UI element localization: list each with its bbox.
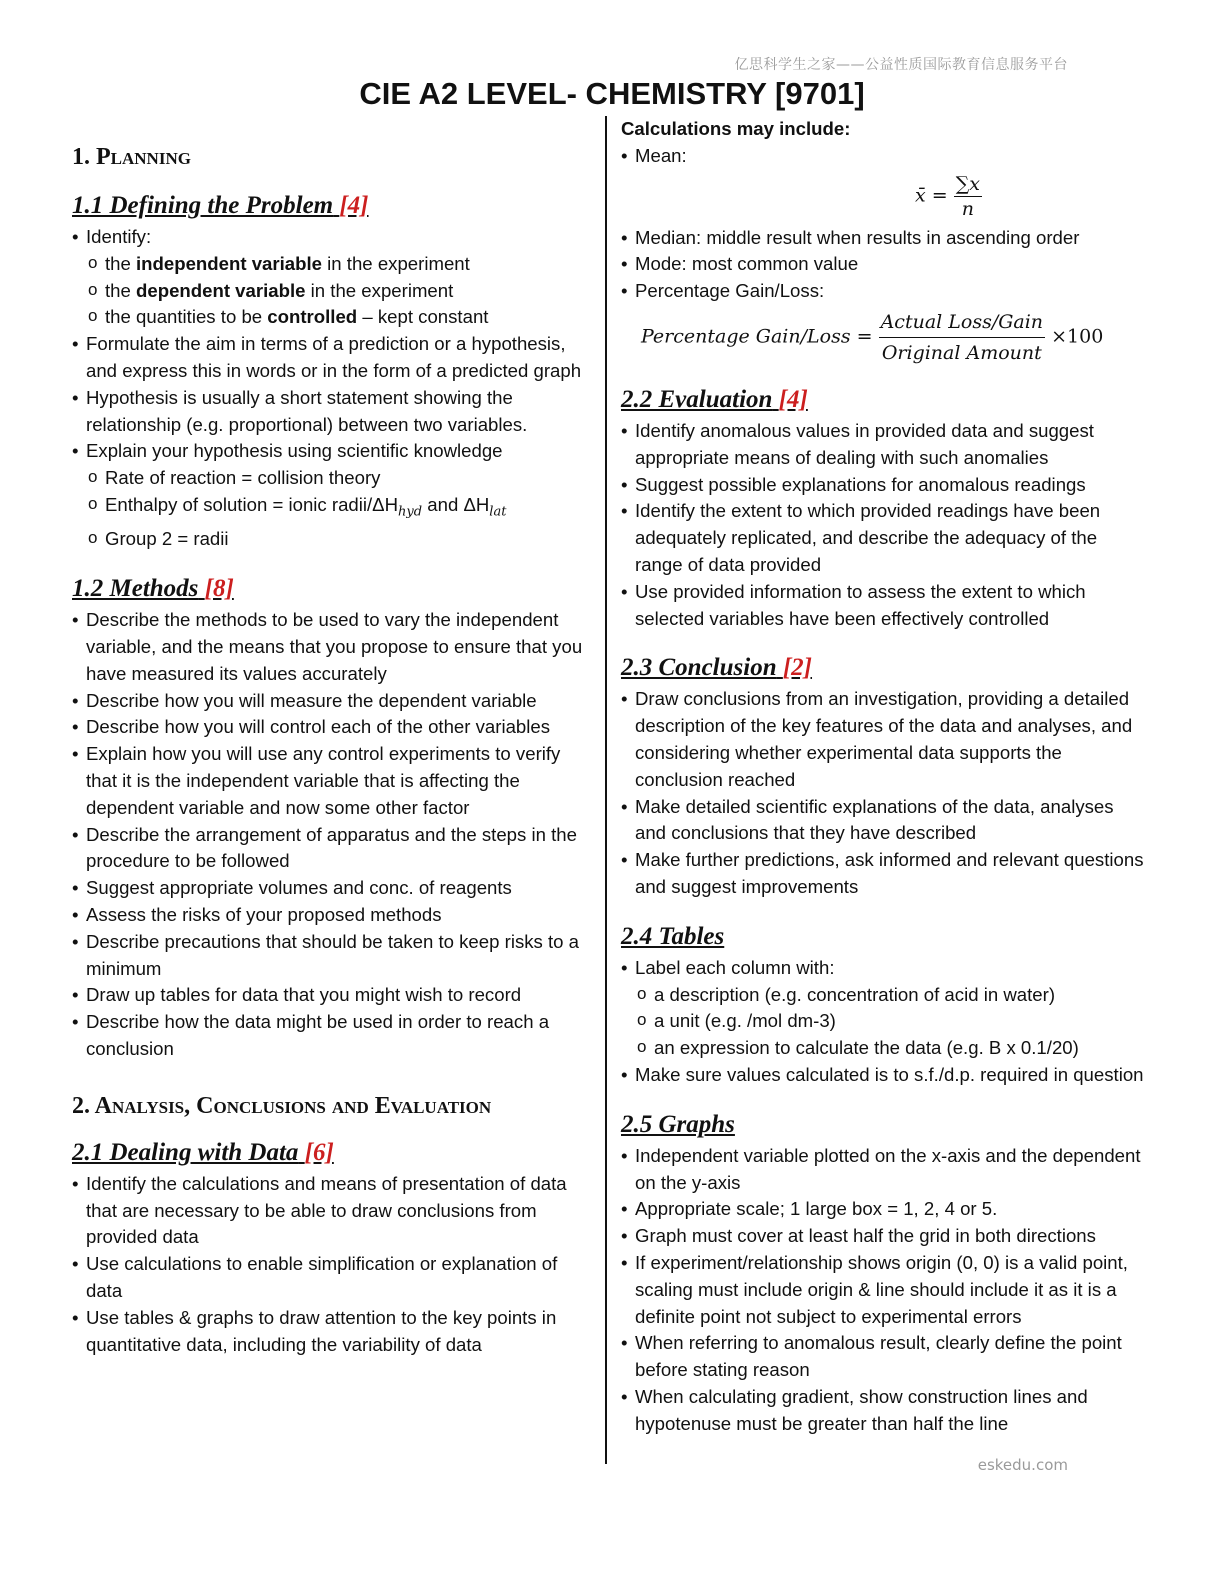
sub-list bbox=[635, 982, 1146, 1062]
sub-list bbox=[86, 251, 592, 331]
list-item: • Appropriate scale; 1 large box = 1, 2, 4 or 5. bbox=[621, 1196, 1146, 1223]
list-item: • Use tables & graphs to draw attention to the key points in quantitative data, including the variability of data bbox=[72, 1305, 592, 1359]
list-item: • Use calculations to enable simplification or explanation of data bbox=[72, 1251, 592, 1305]
subsection-title: 1.2 Methods bbox=[72, 575, 199, 603]
watermark-footer: eskedu.com bbox=[977, 1456, 1068, 1474]
list-item bbox=[72, 224, 592, 331]
text: the bbox=[105, 279, 137, 301]
bullet-list bbox=[621, 418, 1146, 632]
list-item: • Identify the calculations and means of presentation of data that are necessary to be able to draw conclusions from provided data bbox=[72, 1171, 592, 1251]
list-item: • Median: middle result when results in ascending order bbox=[621, 225, 1146, 252]
bullet-list bbox=[621, 225, 1146, 305]
bullet-list bbox=[621, 955, 1146, 1089]
list-item: • When referring to anomalous result, clearly define the point before stating reason bbox=[621, 1330, 1146, 1384]
subsection-title: 2.1 Dealing with Data bbox=[72, 1138, 299, 1166]
list-item: • Mode: most common value bbox=[621, 251, 1146, 278]
bullet-list bbox=[72, 607, 592, 1063]
list-item: • Percentage Gain/Loss: bbox=[621, 278, 1146, 305]
sub-list-item bbox=[86, 492, 592, 527]
sub-list-item: o a description (e.g. concentration of acid in water) bbox=[635, 982, 1146, 1009]
text: Enthalpy of solution = ionic radii/ΔH bbox=[105, 493, 399, 515]
list-item-text: Identify: bbox=[86, 226, 152, 247]
list-item bbox=[72, 438, 592, 553]
text: – kept constant bbox=[357, 306, 489, 328]
sub-list-item: o Rate of reaction = collision theory bbox=[86, 465, 592, 492]
bullet-list bbox=[621, 686, 1146, 900]
list-item: • Formulate the aim in terms of a prediction or a hypothesis, and express this in words or in the form of a predicted graph bbox=[72, 331, 592, 385]
sub-list bbox=[86, 465, 592, 553]
fraction bbox=[879, 307, 1045, 368]
list-item: • If experiment/relationship shows origin (0, 0) is a valid point, scaling must include origin & line should include it as it is a definite point not subject to experimental errors bbox=[621, 1250, 1146, 1330]
bold-term: controlled bbox=[267, 306, 358, 328]
list-item bbox=[621, 955, 1146, 1062]
list-item: • Suggest possible explanations for anomalous readings bbox=[621, 472, 1146, 499]
equation-lhs: x̄ = bbox=[914, 184, 948, 207]
subsection-heading-evaluation bbox=[621, 382, 1146, 418]
text: the bbox=[105, 252, 137, 274]
marks-badge: [4] bbox=[339, 192, 369, 219]
list-item: • Mean: bbox=[621, 143, 1146, 170]
bold-term: independent variable bbox=[136, 252, 322, 274]
document-title: CIE A2 LEVEL- CHEMISTRY [9701] bbox=[359, 76, 865, 111]
fraction-denominator: Original Amount bbox=[881, 341, 1042, 364]
list-item: • Explain how you will use any control experiments to verify that it is the independent variable that is affecting the dependent variable and now some other factor bbox=[72, 741, 592, 821]
list-item-text: Explain your hypothesis using scientific knowledge bbox=[86, 440, 503, 462]
text: in the experiment bbox=[305, 279, 454, 301]
sub-list-item bbox=[86, 251, 592, 278]
equation-multiplier: ×100 bbox=[1051, 325, 1104, 348]
fraction-denominator: n bbox=[961, 197, 974, 220]
subscript: hyd bbox=[398, 504, 423, 520]
list-item: • Describe how the data might be used in order to reach a conclusion bbox=[72, 1009, 592, 1063]
bullet-list bbox=[621, 1143, 1146, 1438]
fraction bbox=[954, 172, 982, 221]
subsection-heading-methods bbox=[72, 571, 592, 607]
list-item: • Identify the extent to which provided readings have been adequately replicated, and describe the adequacy of the range of data provided bbox=[621, 498, 1146, 578]
subsection-title: 1.1 Defining the Problem bbox=[72, 192, 334, 219]
list-item: • Describe the arrangement of apparatus and the steps in the procedure to be followed bbox=[72, 822, 592, 876]
list-item: • Graph must cover at least half the grid in both directions bbox=[621, 1223, 1146, 1250]
marks-badge: [6] bbox=[304, 1138, 334, 1166]
text: and ΔH bbox=[422, 493, 490, 515]
bullet-list bbox=[72, 1171, 592, 1359]
fraction-numerator: ∑x bbox=[955, 172, 980, 195]
subsection-title: 2.2 Evaluation bbox=[621, 385, 773, 413]
subsection-heading-dealing-with-data bbox=[72, 1135, 592, 1171]
mean-equation bbox=[621, 172, 1146, 221]
section-heading-analysis: 2. Analysis, Conclusions and Evaluation bbox=[72, 1092, 492, 1119]
subsection-heading-defining-problem bbox=[72, 188, 592, 224]
left-column bbox=[72, 140, 592, 1358]
sub-list-item bbox=[86, 278, 592, 305]
calculations-label: Calculations may include: bbox=[621, 118, 851, 139]
right-column bbox=[621, 116, 1146, 1437]
bullet-list bbox=[72, 224, 592, 553]
equation-lhs: Percentage Gain/Loss = bbox=[641, 325, 873, 348]
text: the quantities to be bbox=[105, 306, 268, 328]
subscript: lat bbox=[489, 504, 507, 520]
marks-badge: [2] bbox=[782, 654, 813, 682]
bullet-list bbox=[621, 143, 1146, 170]
sub-list-item: o a unit (e.g. /mol dm-3) bbox=[635, 1008, 1146, 1035]
list-item: • Make further predictions, ask informed and relevant questions and suggest improvements bbox=[621, 847, 1146, 901]
list-item-text: Label each column with: bbox=[635, 956, 835, 978]
sub-list-item bbox=[86, 304, 592, 331]
list-item: • Make sure values calculated is to s.f./d.p. required in question bbox=[621, 1062, 1146, 1089]
list-item: • Draw up tables for data that you might wish to record bbox=[72, 982, 592, 1009]
subsection-title: 2.3 Conclusion bbox=[621, 654, 777, 682]
subsection-heading-tables: 2.4 Tables bbox=[621, 922, 725, 950]
bold-term: dependent variable bbox=[136, 279, 306, 301]
list-item: • Describe precautions that should be taken to keep risks to a minimum bbox=[72, 929, 592, 983]
watermark-header: 亿思科学生之家——公益性质国际教育信息服务平台 bbox=[734, 57, 1068, 73]
list-item: • When calculating gradient, show construction lines and hypotenuse must be greater than half the line bbox=[621, 1384, 1146, 1438]
fraction-numerator: Actual Loss/Gain bbox=[879, 307, 1045, 338]
column-divider bbox=[605, 116, 607, 1464]
list-item: • Describe the methods to be used to vary the independent variable, and the means that you propose to ensure that you have measured its values accurately bbox=[72, 607, 592, 687]
list-item: • Assess the risks of your proposed methods bbox=[72, 902, 592, 929]
sub-list-item: o Group 2 = radii bbox=[86, 526, 592, 553]
subsection-heading-graphs: 2.5 Graphs bbox=[621, 1110, 735, 1138]
percentage-equation bbox=[641, 307, 1146, 368]
marks-badge: [4] bbox=[778, 385, 808, 413]
list-item: • Hypothesis is usually a short statement showing the relationship (e.g. proportional) between two variables. bbox=[72, 385, 592, 439]
sub-list-item: o an expression to calculate the data (e.g. B x 0.1/20) bbox=[635, 1035, 1146, 1062]
list-item: • Draw conclusions from an investigation, providing a detailed description of the key features of the data and analyses, and considering whether experimental data supports the conclusion reached bbox=[621, 686, 1146, 793]
text: in the experiment bbox=[322, 252, 470, 274]
list-item: • Describe how you will measure the dependent variable bbox=[72, 688, 592, 715]
list-item: • Independent variable plotted on the x-axis and the dependent on the y-axis bbox=[621, 1143, 1146, 1197]
list-item: • Use provided information to assess the extent to which selected variables have been effectively controlled bbox=[621, 579, 1146, 633]
list-item: • Make detailed scientific explanations of the data, analyses and conclusions that they have described bbox=[621, 794, 1146, 848]
section-heading-planning: 1. Planning bbox=[72, 144, 191, 170]
list-item: • Describe how you will control each of the other variables bbox=[72, 714, 592, 741]
list-item: • Suggest appropriate volumes and conc. of reagents bbox=[72, 875, 592, 902]
list-item: • Identify anomalous values in provided data and suggest appropriate means of dealing with such anomalies bbox=[621, 418, 1146, 472]
marks-badge: [8] bbox=[204, 575, 234, 603]
subsection-heading-conclusion bbox=[621, 650, 1146, 686]
